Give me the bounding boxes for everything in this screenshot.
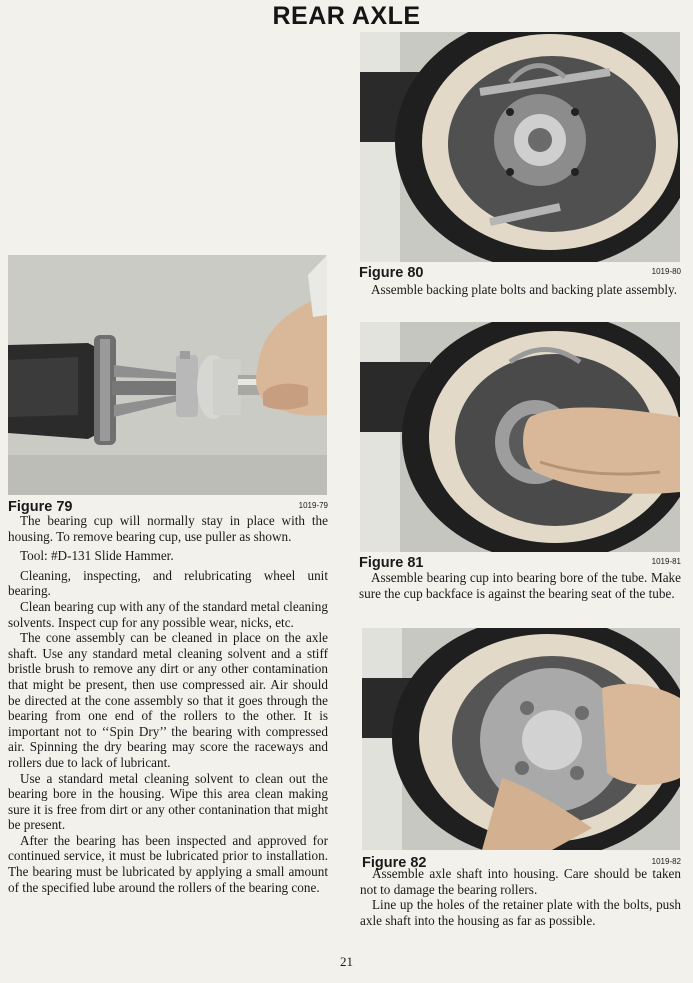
figure-79-code: 1019-79 (298, 501, 328, 510)
paragraph: After the bearing has been inspected and approved for continued service, it must be lubricated prior to installation. The bearing must be lubricated by applying a small amount of the specified lube around the rollers of the bearing cone. (8, 832, 328, 895)
figure-80-label: Figure 80 (359, 265, 424, 281)
figure-82-label: Figure 82 (362, 855, 427, 871)
figure-81-label: Figure 81 (359, 555, 424, 571)
paragraph: Line up the holes of the retainer plate with the bolts, push axle shaft into the housing as far as possible. (360, 897, 681, 928)
paragraph: Clean bearing cup with any of the standard metal cleaning solvents. Inspect cup for any possible wear, nicks, etc. (8, 598, 328, 630)
left-column-text (8, 513, 328, 895)
figure-79-label: Figure 79 (8, 499, 73, 515)
page-title: REAR AXLE (272, 2, 421, 30)
paragraph: Assemble bearing cup into bearing bore of the tube. Make sure the cup backface is against the bearing seat of the tube. (359, 570, 681, 601)
figure-80-photo (360, 32, 680, 262)
paragraph: Assemble axle shaft into housing. Care should be taken not to damage the bearing rollers. (360, 866, 681, 897)
figure-80-code: 1019-80 (651, 267, 681, 276)
paragraph: The cone assembly can be cleaned in place on the axle shaft. Use any standard metal cleaning solvent and a stiff bristle brush to remove any dirt or any other contamination that might be present, then use compressed air. Air should be directed at the cone assembly so that it goes through the bearing from one end of the rollers to the other. It is important not to ‘‘Spin Dry’’ the bearing with compressed air. Spinning the dry bearing may score the raceways and rollers due to lack of lubricant. (8, 630, 328, 770)
paragraph: Cleaning, inspecting, and relubricating wheel unit bearing. (8, 567, 328, 599)
paragraph: The bearing cup will normally stay in place with the housing. To remove bearing cup, use puller as shown. (8, 513, 328, 544)
figure-81-photo (360, 322, 680, 552)
figure-82-text (360, 866, 681, 928)
paragraph: Assemble backing plate bolts and backing plate assembly. (371, 282, 678, 297)
page-number: 21 (340, 954, 353, 969)
figure-80-text (359, 282, 681, 298)
figure-80-caption (359, 265, 681, 283)
figure-81-code: 1019-81 (651, 557, 681, 566)
figure-79-photo (8, 255, 327, 495)
figure-81-text (359, 570, 681, 601)
paragraph: Tool: #D-131 Slide Hammer. (20, 548, 174, 564)
paragraph: Use a standard metal cleaning solvent to clean out the bearing bore in the housing. Wipe this area clean making sure it is free from dirt or any other contanination that might be present. (8, 770, 328, 833)
figure-82-code: 1019-82 (651, 857, 681, 866)
figure-82-photo (362, 628, 680, 850)
